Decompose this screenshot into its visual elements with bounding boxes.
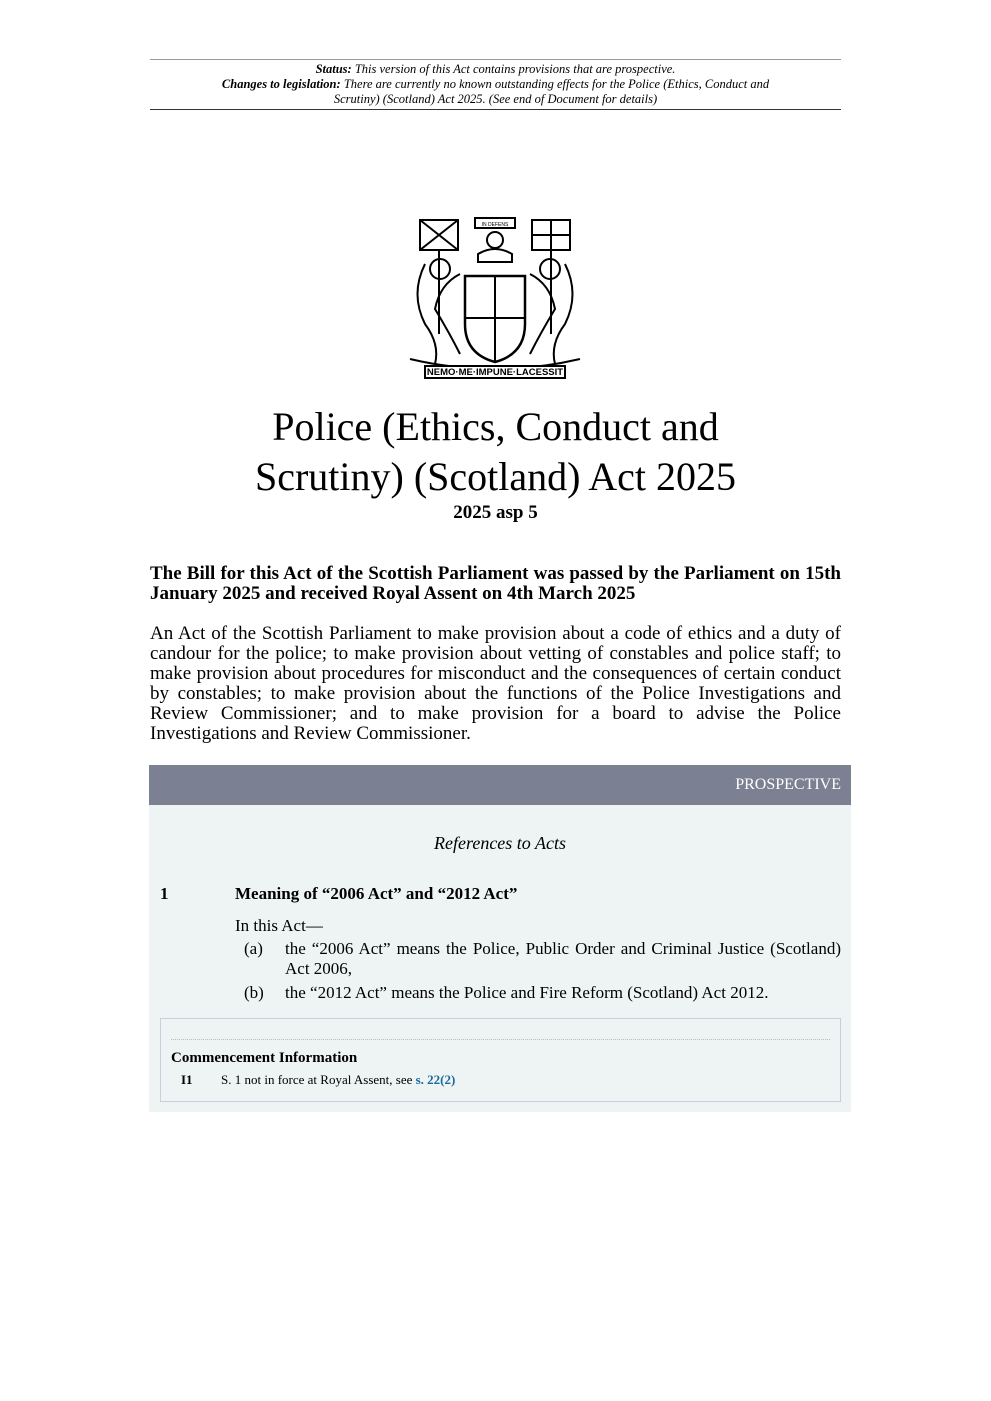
prospective-badge: PROSPECTIVE (149, 765, 851, 805)
commencement-heading: Commencement Information (171, 1050, 358, 1066)
list-item (244, 939, 841, 979)
list-item-label: (a) (244, 939, 263, 958)
status-label: Status: (315, 62, 352, 76)
note-text: S. 1 not in force at Royal Assent, see (221, 1072, 416, 1087)
section-22-link[interactable]: s. 22(2) (415, 1072, 456, 1087)
changes-text: There are currently no known outstanding effects for the Police (Ethics, Conduct and Scrutiny) (Scotland) Act 2025. (See end of Document for details) (333, 77, 770, 106)
section-intro: In this Act— (235, 916, 323, 935)
bill-statement: The Bill for this Act of the Scottish Parliament was passed by the Parliament on 15th January 2025 and received Royal Assent on 4th March 2025 (150, 563, 841, 604)
list-item-text: the “2006 Act” means the Police, Public Order and Criminal Justice (Scotland) Act 2006, (285, 939, 841, 978)
commencement-information-box (160, 1018, 841, 1102)
crest-scroll: IN DEFENS (481, 222, 509, 228)
long-title: An Act of the Scottish Parliament to make provision about a code of ethics and a duty of candour for the police; to make provision about vetting of constables and police staff; to make provision about procedures for misconduct and the consequences of certain conduct by constables; to make provision about the functions of the Police Investigations and Review Commissioner; and to make provision for a board to advise the Police Investigations and Review Commissioner. (150, 623, 841, 744)
prospective-section-panel (149, 765, 851, 1112)
cross-heading: References to Acts (434, 833, 566, 853)
list-item-text: the “2012 Act” means the Police and Fire Reform (Scotland) Act 2012. (285, 983, 769, 1002)
note-id: I1 (181, 1072, 193, 1087)
section-number: 1 (160, 884, 169, 903)
list-item-label: (b) (244, 983, 264, 1002)
list-item (244, 983, 841, 1003)
status-banner (150, 59, 841, 110)
act-title-line-1: Police (Ethics, Conduct and (272, 404, 719, 449)
changes-label: Changes to legislation: (221, 77, 341, 91)
act-title (150, 402, 841, 502)
status-text: This version of this Act contains provisions that are prospective. (354, 62, 676, 76)
section-title: Meaning of “2006 Act” and “2012 Act” (235, 884, 518, 903)
commencement-note (181, 1072, 455, 1088)
act-citation: 2025 asp 5 (453, 502, 538, 523)
royal-coat-of-arms-icon (400, 214, 590, 382)
act-title-line-2: Scrutiny) (Scotland) Act 2025 (254, 454, 737, 499)
crest-motto: NEMO·ME·IMPUNE·LACESSIT (426, 367, 564, 378)
divider (171, 1039, 830, 1040)
